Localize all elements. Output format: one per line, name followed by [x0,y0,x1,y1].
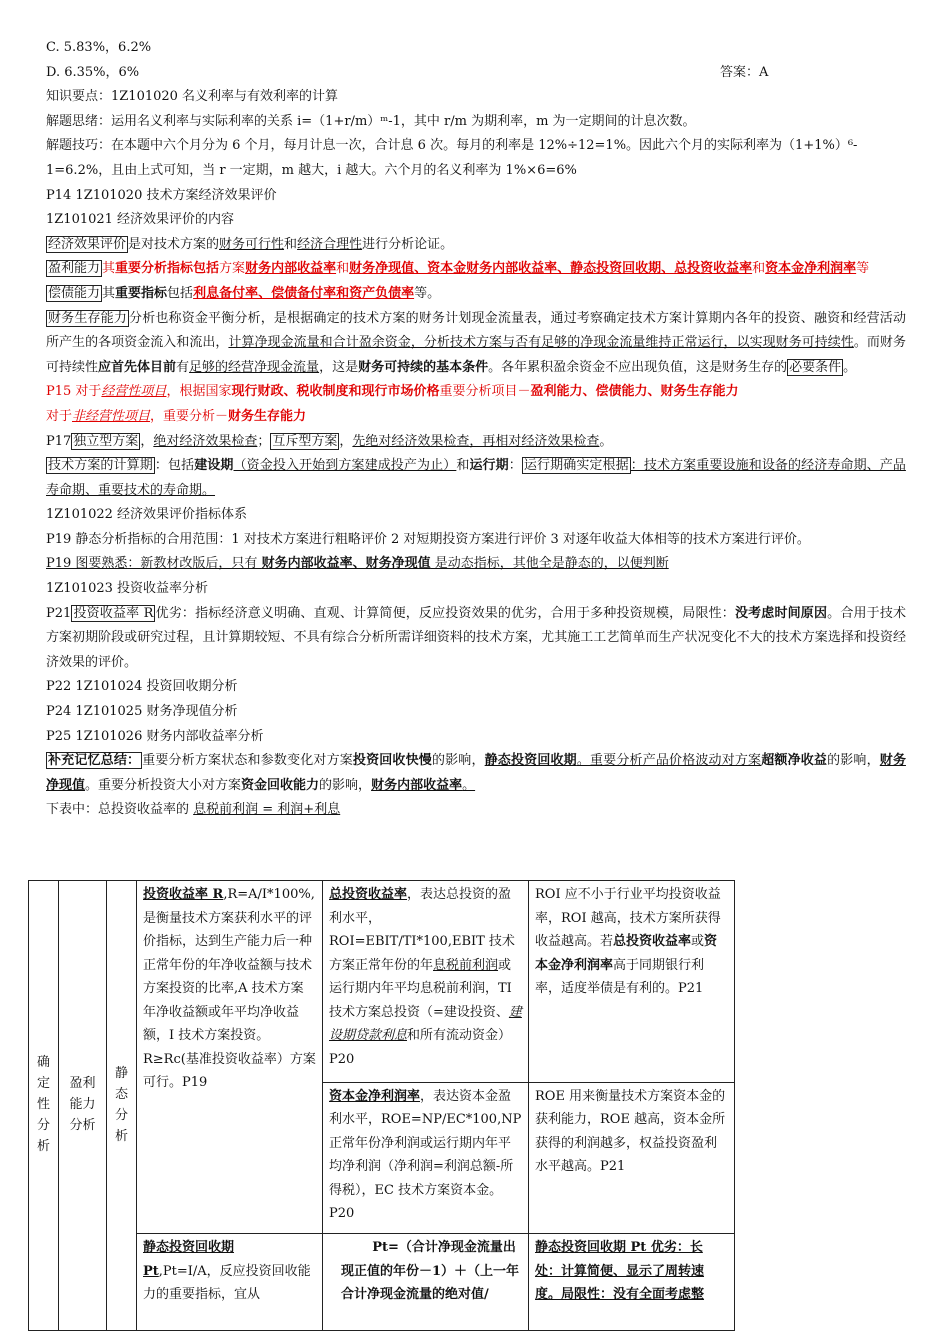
bold-text: 盈利能力、偿债能力、财务生存能力 [530,384,739,400]
boxed-term: 互斥型方案 [272,433,338,449]
text: 。各年累积盈余资金不应出现负值，这是财务生存的 [488,359,788,375]
bold-text: 财务净现值 [46,753,906,793]
para-figure-p19 [46,552,906,577]
underlined-term: 财务可行性 [219,236,285,252]
para-operating-projects [46,380,906,405]
section-heading-1z101021: 1Z101021 经济效果评价的内容 [46,212,235,228]
text: ， [339,433,353,449]
section-heading-1z101023: 1Z101023 投资收益率分析 [46,581,209,597]
bold-text: 重要分析指标包括 [115,261,220,277]
text: 高于同期银行利率，适度举债是有利的。P21 [535,957,705,996]
text: ，根据国家 [166,384,232,400]
solution-idea: 解题思绪：运用名义利率与实际利率的关系 i=（1+r/m）ᵐ-1，其中 r/m 为期利率，m 为一定期间的计息次数。 [46,113,696,129]
bold-text: 静态投资回收期 [484,753,577,769]
bold-text: Pt=（合计净现金流量出现正值的年份－1）＋（上一年合计净现金流量的绝对值/ [341,1240,520,1302]
bold-text: 资本金净利润率 [329,1088,421,1104]
category-cell [29,881,59,1331]
boxed-term: 偿债能力 [48,285,101,301]
boxed-term: 盈利能力 [48,261,101,277]
underlined-term: 息税前利润 = 利润+利息 [193,802,341,818]
option-c [46,36,906,61]
payback-formula-cell [323,1234,529,1331]
boxed-term: 补充记忆总结： [48,753,141,769]
bold-text: 应首先体目前 [98,359,177,375]
para-summary [46,749,906,798]
bold-text: 资本金净利润率 [535,934,718,973]
text: ： [508,458,522,474]
subcategory-text: 盈利能力分析 [69,1076,96,1134]
roi-definition-cell [137,881,323,1234]
underlined-term: 绝对经济效果检查 [153,433,258,449]
text: ，表达资本金盈利水平，ROE=NP/EC*100,NP 正常年份净利润或运行期内年平均净利润（净利润=利润总额-所得税），EC 技术方案资本金。P20 [329,1088,522,1222]
underlined-term: P19 图要熟悉：新教材改版后，只有 [46,556,262,572]
bold-text: 投资收益率 R [143,887,224,902]
text: 是对技术方案的 [128,236,220,252]
bold-text: 运行期 [469,458,509,474]
section-heading-1z101022: 1Z101022 经济效果评价指标体系 [46,507,248,523]
underlined-term: 足够的经营净现金流量 [189,359,320,375]
text: ，这是 [319,359,359,375]
subcategory-cell [59,881,107,1331]
text: 包括 [167,285,194,301]
text: 对于 [46,408,73,424]
solution-tip-1: 解题技巧：在本题中六个月分为 6 个月，每月计息一次，合计息 6 次。每月的利率是 12%÷12=1%。因此六个月的实际利率为（1+1%）⁶- [46,138,858,154]
boxed-term: 独立型方案 [73,433,139,449]
highlight-term: 利息备付率、偿债备付率和资产负债率 [193,285,415,301]
italic-term: 经营性项目 [101,384,167,400]
bold-text: Pt [143,1263,159,1279]
bold-text: 现行财政、税收制度和现行市场价格 [231,384,440,400]
text: ,R=A/I*100%,是衡量技术方案获利水平的评价指标，达到生产能力后一种正常年份的年净收益额与技术方案投资的比率,A 技术方案年净收益额或年平均净收益额，I 技术方案投资。R≥Rc(基准投资收益率）方案可行。P19 [143,887,316,1090]
text: 等 [856,261,870,277]
highlight-term: 财务内部收益率 [245,261,337,277]
text: ； [257,433,271,449]
text: 。 [599,433,613,449]
bold-text: 静态投资回收期 Pt 优劣：长处：计算简便、显示了周转速度。局限性：没有全面考虑整 [535,1240,705,1302]
text: 或 [691,934,705,949]
text: P15 对于 [46,384,102,400]
text: P21 [46,605,72,621]
section-heading-1z101024: P22 1Z101024 投资回收期分析 [46,679,238,695]
text: 分析也称资金平衡分析，是根据确定的技术方案的财务计划现金流量表，通过考察确定技术方案计算期内各年的投资、融资和经营活动所产生的各项资金流入和流出， [46,310,906,351]
underlined-term: 计算净现金流量和合计盈余资金 [228,335,411,351]
para-independent-exclusive [46,430,906,455]
bold-text: 建设期 [194,458,234,474]
option-d [46,61,906,86]
option-d-text: D. 6.35%，6% [46,64,140,80]
para-calculation-period [46,454,906,503]
para-economic-evaluation [46,233,906,258]
method-text: 静态分析 [114,1065,128,1144]
para-solvency [46,282,906,307]
text: P17 [46,433,72,449]
method-cell [107,881,137,1331]
text: 的影响， [827,753,880,769]
total-roi-note-cell [529,881,735,1083]
bold-text: 总投资收益率 [329,887,408,902]
bold-text: 财务内部收益率 [371,777,463,793]
italic-term: 非经营性项目 [72,408,151,424]
text: 方案 [219,261,246,277]
highlight-term: 资本金净利润率 [765,261,857,277]
text: 重要分析项目－ [439,384,531,400]
text: 和 [336,261,350,277]
bold-text: 静态投资回收期 [143,1240,235,1255]
total-roi-cell [323,881,529,1083]
text: 其 [102,285,116,301]
text: 进行分析论证。 [362,236,454,252]
para-static-scope: P19 静态分析指标的合用范围：1 对技术方案进行粗略评价 2 对短期投资方案进行评价 3 对逐年收益大体相等的技术方案进行评价。 [46,531,810,547]
underlined-term: 经济合理性 [297,236,363,252]
para-non-operating-projects [46,405,906,430]
text: 。而财务可持续性 [46,335,906,375]
text: 重要分析方案状态和参数变化对方案 [142,753,353,769]
bold-text: 资金回收能力 [241,777,320,793]
text: 的影响， [431,753,485,769]
indicator-table [28,880,735,1331]
text: ,Pt=I/A，反应投资回收能力的重要指标，宜从 [143,1263,311,1302]
category-text: 确定性分析 [36,1055,50,1155]
text: 。合用于技术方案初期阶段或研究过程，且计算期较短、不具有综合分析所需详细资料的技术方案，尤其施工工艺简单而生产状况变化不大的技术方案选择和投资经济效果的评价。 [46,605,906,670]
roe-cell [323,1082,529,1233]
text: 和 [284,236,298,252]
para-financial-survival [46,307,906,381]
text: 等。 [414,285,441,301]
text: ：包括 [154,458,195,474]
table-row [29,881,735,1083]
text: 其 [102,261,116,277]
underlined-term: 。 [462,777,476,793]
text: 下表中：总投资收益率的 [46,802,194,818]
boxed-term: 投资收益率 R [73,605,154,621]
text: 和 [456,458,470,474]
bold-text: 财务生存能力 [228,408,307,424]
italic-term: 建设期贷款利息 [329,1004,522,1043]
bold-text: 财务可持续的基本条件 [358,359,489,375]
text: 和所有流动资金）P20 [329,1028,512,1067]
underlined-term: ，分析技术方案与否有足够的净现金流量维持正常运行，以实现财务可持续性 [410,335,854,351]
underlined-term: ：技术方案重要设施和设备的经济寿命期、产品寿命期、重要技术的寿命期。 [46,458,906,498]
underlined-term: 是动态指标，其他全是静态的，以便判断 [430,556,669,572]
text: 的影响， [319,777,372,793]
para-table-note [46,798,906,823]
section-heading-1z101026: P25 1Z101026 财务内部收益率分析 [46,728,264,744]
text: 或运行期内年平均息税前利润，TI 技术方案总投资（=建设投资、 [329,957,512,1020]
para-roi-pros-cons [46,602,906,676]
para-profitability [46,257,906,282]
boxed-term: 经济效果评价 [48,236,127,252]
boxed-term: 运行期确实定根据 [523,458,629,474]
underlined-term: 息税前利润 [433,957,499,973]
section-heading-1z101020: P14 1Z101020 技术方案经济效果评价 [46,187,277,203]
boxed-term: 技术方案的计算期 [48,458,153,474]
bold-text: 投资回收快慢 [352,753,432,769]
roe-note-cell [529,1082,735,1233]
bold-text: 超额净收益 [761,753,828,769]
boxed-term: 财务生存能力 [48,310,128,326]
knowledge-point: 知识要点：1Z101020 名义利率与有效利率的计算 [46,89,339,105]
solution-tip-2: 1=6.2%，且由上式可知，当 r 一定期，m 越大，i 越大。六个月的名义利率为 1%×6=6% [46,162,577,178]
bold-text: 总投资收益率 [613,934,692,949]
underlined-term: 先绝对经济效果检查，再相对经济效果检查 [352,433,600,449]
option-c-text: C. 5.83%，6.2% [46,40,152,55]
bold-text: 财务内部收益率、财务净现值 [261,556,431,572]
text: 有 [176,359,190,375]
text: 优劣：指标经济意义明确、直观、计算简便，反应投资效果的优劣，合用于多种投资规模，局限性： [155,605,735,621]
text: ROE 用来衡量技术方案资本金的获利能力，ROE 越高，资本金所获得的利润越多，权益投资盈利水平越高。P21 [535,1088,726,1175]
underlined-term: 。重要分析产品价格波动对方案 [576,753,762,769]
highlight-term: 财务净现值、资本金财务内部收益率、静态投资回收期、总投资收益率 [349,261,753,277]
payback-definition-cell [137,1234,323,1331]
text: 。重要分析投资大小对方案 [85,777,242,793]
underlined-term: （资金投入开始到方案建成投产为止） [233,458,457,474]
text: ，表达总投资的盈利水平，ROI=EBIT/TI*100,EBIT 技术方案正常年份的年 [329,887,515,973]
text: ROI 应不小于行业平均投资收益率，ROI 越高，技术方案所获得收益越高。若 [535,887,721,949]
text: ，重要分析－ [150,408,229,424]
text: 和 [752,261,766,277]
payback-note-cell [529,1234,735,1331]
document-page [46,36,906,823]
text: 。 [843,359,857,375]
text: ， [140,433,154,449]
section-heading-1z101025: P24 1Z101025 财务净现值分析 [46,704,238,720]
bold-text: 重要指标 [115,285,168,301]
boxed-term: 必要条件 [789,359,842,375]
answer: 答案：A [720,64,769,80]
bold-text: 没考虑时间原因 [734,605,828,621]
